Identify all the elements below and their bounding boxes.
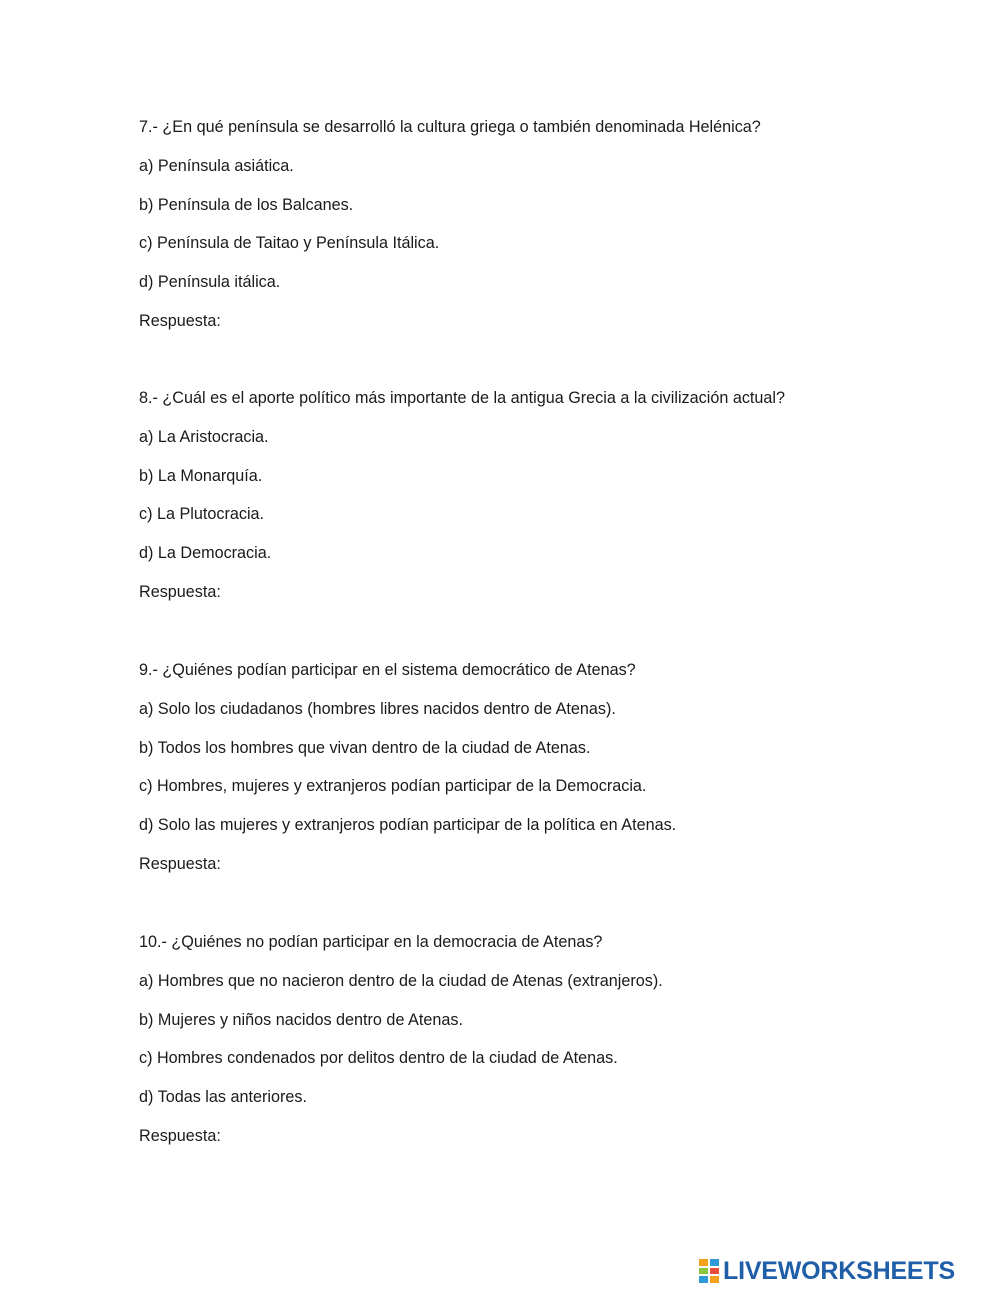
option-d: d) Todas las anteriores. [139,1088,307,1107]
option-c: c) Hombres, mujeres y extranjeros podían participar de la Democracia. [139,777,647,796]
question-7 [139,117,959,350]
option-c: c) Península de Taitao y Península Itálica. [139,234,440,253]
option-a: a) La Aristocracia. [139,427,269,446]
question-9 [139,660,959,893]
question-prompt: 8.- ¿Cuál es el aporte político más importante de la antigua Grecia a la civilización actual? [139,389,786,407]
logo-text: LIVEWORKSHEETS [723,1256,955,1285]
option-c: c) La Plutocracia. [139,505,265,524]
option-b: b) Península de los Balcanes. [139,195,354,214]
question-prompt: 7.- ¿En qué península se desarrolló la cultura griega o también denominada Helénica? [139,118,761,136]
answer-label: Respuesta: [139,1126,221,1145]
option-c: c) Hombres condenados por delitos dentro de la ciudad de Atenas. [139,1049,618,1068]
liveworksheets-logo [698,1255,955,1287]
option-b: b) La Monarquía. [139,466,263,485]
option-a: a) Península asiática. [139,156,294,175]
option-d: d) Península itálica. [139,273,281,292]
option-b: b) Mujeres y niños nacidos dentro de Atenas. [139,1010,463,1029]
question-prompt: 10.- ¿Quiénes no podían participar en la democracia de Atenas? [139,933,603,951]
option-a: a) Solo los ciudadanos (hombres libres nacidos dentro de Atenas). [139,699,616,718]
option-d: d) La Democracia. [139,544,272,563]
option-d: d) Solo las mujeres y extranjeros podían participar de la política en Atenas. [139,816,677,835]
question-10 [139,932,959,1165]
answer-label: Respuesta: [139,582,221,601]
option-a: a) Hombres que no nacieron dentro de la ciudad de Atenas (extranjeros). [139,971,663,990]
answer-label: Respuesta: [139,854,221,873]
question-8 [139,388,959,621]
option-b: b) Todos los hombres que vivan dentro de la ciudad de Atenas. [139,738,591,757]
logo-mark-icon [698,1258,720,1284]
answer-label: Respuesta: [139,311,221,330]
question-prompt: 9.- ¿Quiénes podían participar en el sistema democrático de Atenas? [139,661,636,679]
